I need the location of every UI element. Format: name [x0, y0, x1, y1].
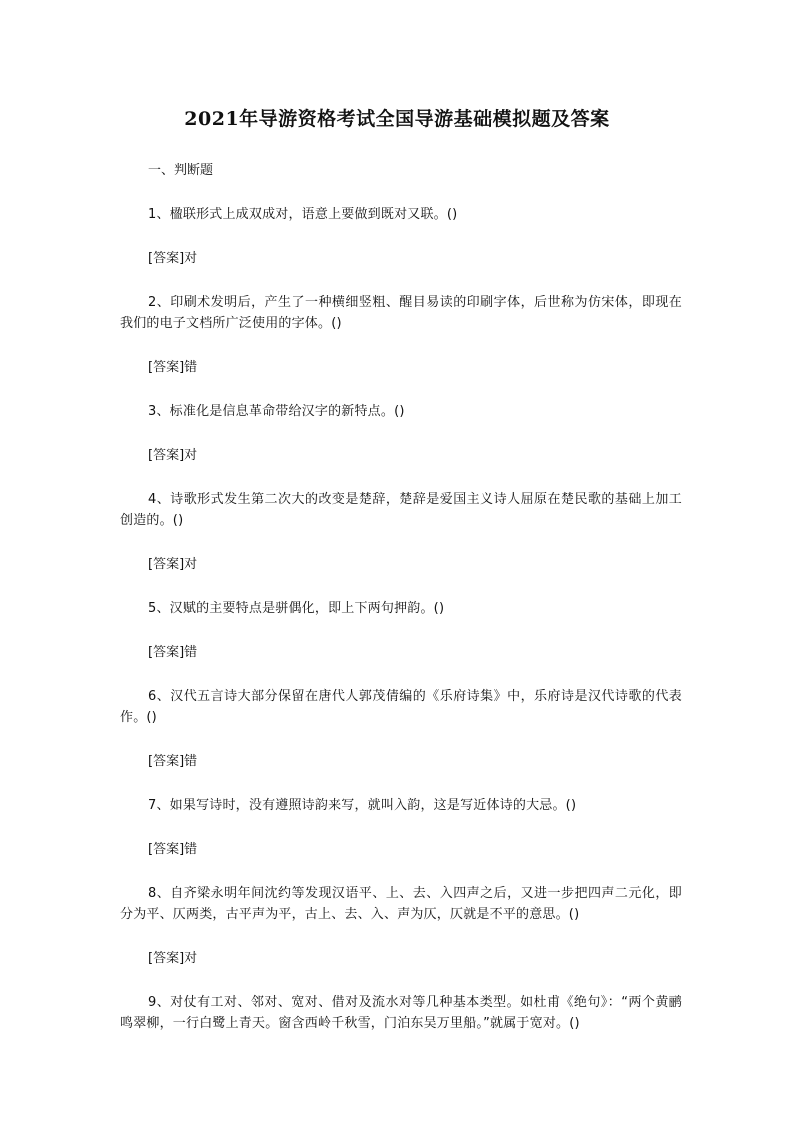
question-6: 6、汉代五言诗大部分保留在唐代人郭茂倩编的《乐府诗集》中，乐府诗是汉代诗歌的代表作。()	[120, 689, 682, 725]
answer-3: [答案]对	[148, 448, 198, 463]
question-1: 1、楹联形式上成双成对，语意上要做到既对又联。()	[148, 207, 458, 222]
answer-5: [答案]错	[148, 645, 198, 660]
question-9: 9、对仗有工对、邻对、宽对、借对及流水对等几种基本类型。如杜甫《绝句》：“两个黄鹂鸣翠柳，一行白鹭上青天。窗含西岭千秋雪，门泊东吴万里船。”就属于宽对。()	[120, 995, 682, 1031]
answer-1: [答案]对	[148, 251, 198, 266]
page-title: 2021年导游资格考试全国导游基础模拟题及答案	[184, 108, 610, 130]
question-3: 3、标准化是信息革命带给汉字的新特点。()	[148, 404, 405, 419]
question-4: 4、诗歌形式发生第二次大的改变是楚辞，楚辞是爱国主义诗人屈原在楚民歌的基础上加工创造的。()	[120, 492, 682, 528]
answer-7: [答案]错	[148, 842, 198, 857]
question-8: 8、自齐梁永明年间沈约等发现汉语平、上、去、入四声之后，又进一步把四声二元化，即分为平、仄两类，古平声为平，古上、去、入、声为仄，仄就是不平的意思。()	[120, 886, 682, 922]
answer-6: [答案]错	[148, 754, 198, 769]
document-body	[120, 160, 682, 1057]
answer-8: [答案]对	[148, 951, 198, 966]
question-7: 7、如果写诗时，没有遵照诗韵来写，就叫入韵，这是写近体诗的大忌。()	[148, 798, 577, 813]
section-heading: 一、判断题	[148, 163, 214, 178]
answer-2: [答案]错	[148, 360, 198, 375]
question-5: 5、汉赋的主要特点是骈偶化，即上下两句押韵。()	[148, 601, 445, 616]
answer-4: [答案]对	[148, 557, 198, 572]
question-2: 2、印刷术发明后，产生了一种横细竖粗、醒目易读的印刷字体，后世称为仿宋体，即现在我们的电子文档所广泛使用的字体。()	[120, 295, 682, 331]
